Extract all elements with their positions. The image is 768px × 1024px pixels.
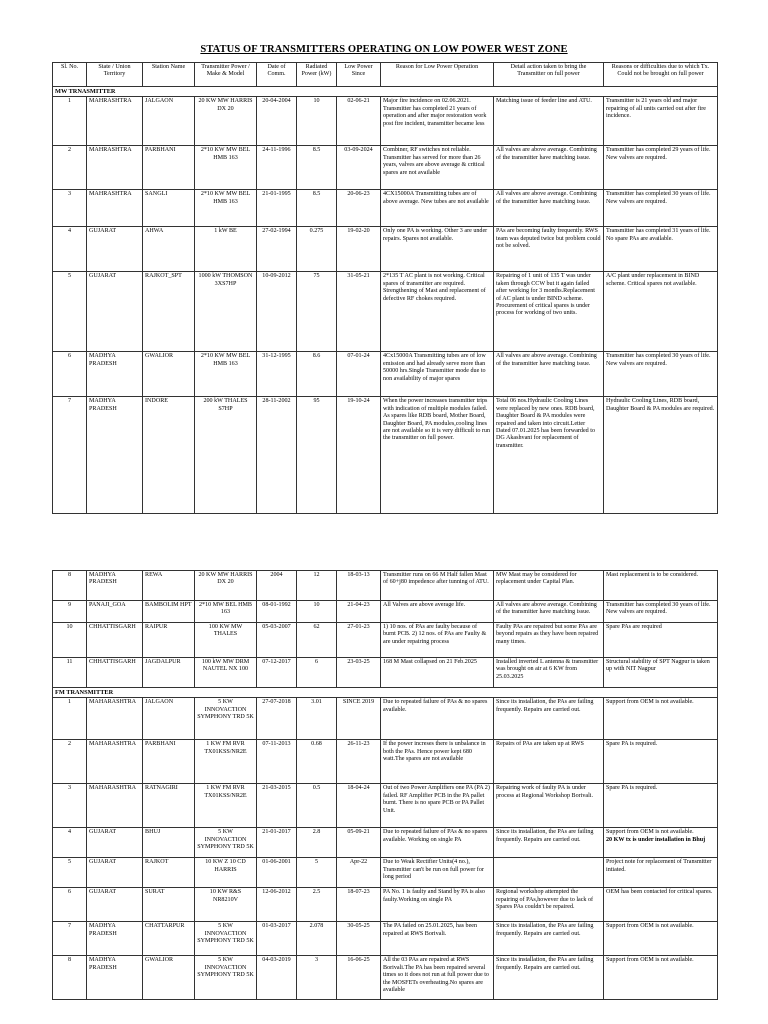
header-cell: State / Union Territory <box>87 63 143 87</box>
reason-cell: PA No. 1 is faulty and Stand by PA is also faulty.Working on single PA <box>381 888 494 922</box>
transmitter-cell: 10 KW R&S NR8210V <box>195 888 257 922</box>
station-cell: RATNAGIRI <box>143 784 195 828</box>
radiated-power-cell: 5 <box>297 858 337 888</box>
radiated-power-cell: 10 <box>297 97 337 146</box>
low-power-since-cell: 18-07-23 <box>337 888 381 922</box>
low-power-since-cell: 20-06-23 <box>337 190 381 227</box>
comm-date-cell: 20-04-2004 <box>257 97 297 146</box>
table-row <box>53 352 718 397</box>
low-power-since-cell: 26-11-23 <box>337 740 381 784</box>
station-cell: BAMBOLIM HPT <box>143 601 195 623</box>
table-row <box>53 922 718 956</box>
radiated-power-cell: 75 <box>297 272 337 352</box>
reason-cell: All Valves are above average life. <box>381 601 494 623</box>
reason-cell: 2*135 T AC plant is not working. Critical spares of transmitter are required. Strengthening of Mast and replacement of defective RF chokes required. <box>381 272 494 352</box>
sl-no-cell: 8 <box>53 571 87 601</box>
reason-cell: Due to Weak Rectifier Units(4 no.), Transmitter can't be run on full power for long period <box>381 858 494 888</box>
radiated-power-cell: 2.8 <box>297 828 337 858</box>
section-header-mw <box>53 87 718 97</box>
comm-date-cell: 12-06-2012 <box>257 888 297 922</box>
state-cell: MADHYA PRADESH <box>87 571 143 601</box>
difficulty-cell: Transmitter has completed 30 years of life. New valves are required. <box>604 190 718 227</box>
table-row <box>53 146 718 190</box>
action-cell: Since its installation, the PAs are failing frequently. Repairs are carried out. <box>494 698 604 740</box>
comm-date-cell: 21-01-2017 <box>257 828 297 858</box>
transmitter-cell: 5 KW INNOVACTION SYMPHONY TRD 5K <box>195 698 257 740</box>
transmitter-cell: 200 kW THALES S7HP <box>195 397 257 514</box>
sl-no-cell: 3 <box>53 784 87 828</box>
table-row <box>53 272 718 352</box>
radiated-power-cell: 3.01 <box>297 698 337 740</box>
state-cell: MAHRASHTRA <box>87 190 143 227</box>
radiated-power-cell: 0.68 <box>297 740 337 784</box>
table-row <box>53 97 718 146</box>
radiated-power-cell: 2.078 <box>297 922 337 956</box>
sl-no-cell: 7 <box>53 397 87 514</box>
difficulty-cell: Transmitter has completed 29 years of life. New valves are required. <box>604 146 718 190</box>
table-row <box>53 227 718 272</box>
radiated-power-cell: 0.5 <box>297 784 337 828</box>
transmitter-cell: 1 kW BE <box>195 227 257 272</box>
action-cell: All valves are above average. Combining of the transmitter have matching issue. <box>494 601 604 623</box>
low-power-since-cell: 19-10-24 <box>337 397 381 514</box>
transmitter-cell: 2*10 MW BEL HMB 163 <box>195 601 257 623</box>
header-cell: Station Name <box>143 63 195 87</box>
radiated-power-cell: 8.6 <box>297 352 337 397</box>
station-cell: JAGDALPUR <box>143 658 195 688</box>
comm-date-cell: 07-11-2013 <box>257 740 297 784</box>
low-power-since-cell: 07-01-24 <box>337 352 381 397</box>
sl-no-cell: 2 <box>53 740 87 784</box>
state-cell: MAHARASHTRA <box>87 698 143 740</box>
header-cell: Reason for Low Power Operation <box>381 63 494 87</box>
action-cell: Repairs of PAs are taken up at RWS <box>494 740 604 784</box>
station-cell: RAJKOT <box>143 858 195 888</box>
difficulty-cell: Support from OEM is not available. <box>604 922 718 956</box>
action-cell: Repairing work of faulty PA is under process at Regional Workshop Borivali. <box>494 784 604 828</box>
transmitter-cell: 100 kW MW DRM NAUTEL NX 100 <box>195 658 257 688</box>
station-cell: SANGLI <box>143 190 195 227</box>
reason-cell: Major fire incidence on 02.06.2021. Transmitter has completed 21 years of operation and after major restoration work post fire incident, transmitter became less <box>381 97 494 146</box>
state-cell: GUJARAT <box>87 858 143 888</box>
transmitter-cell: 2*10 KW MW BEL HMB 163 <box>195 352 257 397</box>
station-cell: RAJKOT_SPT <box>143 272 195 352</box>
reason-cell: All the 03 PAs are repaired at RWS Borivali.The PA has been repaired several times so it does not run at full power due to the MOSFETs overheating.No spares are available <box>381 956 494 1000</box>
reason-cell: Combiner, RF switches not reliable. Transmitter has served for more than 26 years, valves are above average & critical spares are not available <box>381 146 494 190</box>
comm-date-cell: 10-09-2012 <box>257 272 297 352</box>
transmitter-cell: 20 KW MW HARRIS DX 20 <box>195 571 257 601</box>
state-cell: GUJARAT <box>87 227 143 272</box>
station-cell: REWA <box>143 571 195 601</box>
station-cell: BHUJ <box>143 828 195 858</box>
header-cell: Low Power Since <box>337 63 381 87</box>
table-row <box>53 623 718 658</box>
comm-date-cell: 01-06-2001 <box>257 858 297 888</box>
table-header-row <box>53 63 718 87</box>
comm-date-cell: 2004 <box>257 571 297 601</box>
page-title: STATUS OF TRANSMITTERS OPERATING ON LOW POWER WEST ZONE <box>200 44 568 55</box>
station-cell: GWALIOR <box>143 352 195 397</box>
sl-no-cell: 1 <box>53 698 87 740</box>
header-cell: Detail action taken to bring the Transmitter on full power <box>494 63 604 87</box>
state-cell: CHHATTISGARH <box>87 623 143 658</box>
sl-no-cell: 10 <box>53 623 87 658</box>
action-cell: Installed inverted L antenna & transmitter was brought on air at 6 KW from 25.03.2025 <box>494 658 604 688</box>
sl-no-cell: 4 <box>53 828 87 858</box>
state-cell: MADHYA PRADESH <box>87 922 143 956</box>
difficulty-cell: Transmitter is 21 years old and major repairing of all units carried out after fire incidence. <box>604 97 718 146</box>
comm-date-cell: 31-12-1995 <box>257 352 297 397</box>
reason-cell: 4Cx15000A Transmitting tubes are of low emission and had already serve more than 50000 hrs.Single Transmitter mode due to non availability of major spares <box>381 352 494 397</box>
comm-date-cell: 21-01-1995 <box>257 190 297 227</box>
state-cell: MADHYA PRADESH <box>87 956 143 1000</box>
station-cell: INDORE <box>143 397 195 514</box>
low-power-since-cell: 03-09-2024 <box>337 146 381 190</box>
transmitter-table-page2 <box>52 570 718 1000</box>
difficulty-cell: Spare PA is required. <box>604 784 718 828</box>
reason-cell: Due to repeated failure of PAs & no spares available. <box>381 698 494 740</box>
radiated-power-cell: 2.5 <box>297 888 337 922</box>
table-row <box>53 397 718 514</box>
low-power-since-cell: 21-04-23 <box>337 601 381 623</box>
action-cell: PAs are becoming faulty frequently. RWS team was deputed twice but problem could not be solved. <box>494 227 604 272</box>
action-cell: Repairing of 1 unit of 135 T was under taken through CCW but it again failed after working for 3 months.Replacement of AC plant is under BIND scheme. Procurement of critical spares is under process for working of two units. <box>494 272 604 352</box>
reason-cell: Out of two Power Amplifiers one PA (PA 2) failed. RF Amplifier PCB in the PA pallet burnt. There is no spare PCB or PA Pallet Unit. <box>381 784 494 828</box>
sl-no-cell: 5 <box>53 858 87 888</box>
sl-no-cell: 8 <box>53 956 87 1000</box>
transmitter-cell: 5 KW INNOVACTION SYMPHONY TRD 5K <box>195 828 257 858</box>
low-power-since-cell: 27-01-23 <box>337 623 381 658</box>
sl-no-cell: 6 <box>53 352 87 397</box>
section-header-fm <box>53 688 718 698</box>
transmitter-cell: 1 KW FM RVR TX01KSS/NR2E <box>195 740 257 784</box>
action-cell: Total 06 nos.Hydraulic Cooling Lines were replaced by new ones. RDB board, Daughter Board & PA modules were repaired and taken into circuit.Letter Dated 07.01.2025 has been forwarded to DG Akashvani for replacement of transmitter. <box>494 397 604 514</box>
transmitter-cell: 1 KW FM RVR TX01KSS/NR2E <box>195 784 257 828</box>
low-power-since-cell: 02-06-21 <box>337 97 381 146</box>
header-cell: Date of Comm. <box>257 63 297 87</box>
difficulty-cell: Transmitter has completed 31 years of life. No spare PAs are available. <box>604 227 718 272</box>
reason-cell: Due to repeated failure of PAs & no spares available. Working on single PA <box>381 828 494 858</box>
radiated-power-cell: 0.275 <box>297 227 337 272</box>
sl-no-cell: 6 <box>53 888 87 922</box>
difficulty-cell: Project note for replacement of Transmitter intiated. <box>604 858 718 888</box>
transmitter-cell: 20 KW MW HARRIS DX 20 <box>195 97 257 146</box>
action-cell <box>494 858 604 888</box>
state-cell: GUJARAT <box>87 272 143 352</box>
section-label: FM TRANSMITTER <box>53 688 718 698</box>
reason-cell: 4CX15000A Transmitting tubes are of above average. New tubes are not available <box>381 190 494 227</box>
state-cell: GUJARAT <box>87 888 143 922</box>
low-power-since-cell: 18-04-24 <box>337 784 381 828</box>
radiated-power-cell: 62 <box>297 623 337 658</box>
difficulty-cell: Mast replacement is to be considered. <box>604 571 718 601</box>
table-row <box>53 658 718 688</box>
difficulty-cell: Transmitter has completed 30 years of life. New valves are required. <box>604 601 718 623</box>
comm-date-cell: 05-03-2007 <box>257 623 297 658</box>
transmitter-cell: 5 KW INNOVACTION SYMPHONY TRD 5K <box>195 922 257 956</box>
station-cell: RAIPUR <box>143 623 195 658</box>
action-cell: Faulty PAs are repaired but some PAs are beyond repairs as they have been repaired many times. <box>494 623 604 658</box>
sl-no-cell: 11 <box>53 658 87 688</box>
comm-date-cell: 04-03-2019 <box>257 956 297 1000</box>
state-cell: MADHYA PRADESH <box>87 352 143 397</box>
difficulty-cell: Transmitter has completed 30 years of life. New valves are required. <box>604 352 718 397</box>
header-cell: Reasons or difficulties due to which Tx. Could not be brought on full power <box>604 63 718 87</box>
sl-no-cell: 3 <box>53 190 87 227</box>
action-cell: Since its installation, the PAs are failing frequently. Repairs are carried out. <box>494 956 604 1000</box>
low-power-since-cell: 23-03-25 <box>337 658 381 688</box>
low-power-since-cell: 30-05-25 <box>337 922 381 956</box>
action-cell: Matching issue of feeder line and ATU. <box>494 97 604 146</box>
low-power-since-cell: 31-05-21 <box>337 272 381 352</box>
action-cell: All valves are above average. Combining of the transmitter have matching issue. <box>494 146 604 190</box>
radiated-power-cell: 95 <box>297 397 337 514</box>
difficulty-cell: Support from OEM is not available. 20 KW tx is under installation in Bhuj <box>604 828 718 858</box>
reason-cell: Only one PA is working. Other 3 are under repairs. Spares not available. <box>381 227 494 272</box>
difficulty-cell: Spare PA is required. <box>604 740 718 784</box>
reason-cell: 168 M Mast collapsed on 21 Feb.2025 <box>381 658 494 688</box>
sl-no-cell: 9 <box>53 601 87 623</box>
table-row <box>53 888 718 922</box>
state-cell: MAHARASHTRA <box>87 740 143 784</box>
station-cell: PARBHANI <box>143 740 195 784</box>
low-power-since-cell: 16-06-25 <box>337 956 381 1000</box>
state-cell: MAHARASHTRA <box>87 784 143 828</box>
action-cell: Since its installation, the PAs are failing frequently. Repairs are carried out. <box>494 922 604 956</box>
reason-cell: 1) 10 nos. of PAs are faulty because of burnt PCB. 2) 12 nos. of PAs are Faulty & are under repairing process <box>381 623 494 658</box>
table-row <box>53 740 718 784</box>
header-cell: Radiated Power (kW) <box>297 63 337 87</box>
radiated-power-cell: 12 <box>297 571 337 601</box>
difficulty-cell: Spare PAs are required <box>604 623 718 658</box>
low-power-since-cell: SINCE 2019 <box>337 698 381 740</box>
radiated-power-cell: 10 <box>297 601 337 623</box>
reason-cell: If the power increses there is unbalance in both the PAs. Hence power kept 680 watt.The spares are not available <box>381 740 494 784</box>
table-row <box>53 828 718 858</box>
station-cell: JALGAON <box>143 97 195 146</box>
action-cell: Regional workshop attempted the repairing of PAs,however due to lack of Spares PAs couldn't be repaired. <box>494 888 604 922</box>
radiated-power-cell: 6 <box>297 658 337 688</box>
comm-date-cell: 07-12-2017 <box>257 658 297 688</box>
transmitter-cell: 2*10 KW MW BEL HMB 163 <box>195 146 257 190</box>
reason-cell: When the power increases transmitter trips with indication of multiple modules failed. As spares like RDB board, Mother Board, Daughter Board, PA modules,cooling lines are not available so it is very difficult to run the transmitter on full power. <box>381 397 494 514</box>
action-cell: MW Mast may be considered for replacement under Capital Plan. <box>494 571 604 601</box>
difficulty-cell: OEM has been contacted for critical spares. <box>604 888 718 922</box>
comm-date-cell: 08-01-1992 <box>257 601 297 623</box>
station-cell: AHWA <box>143 227 195 272</box>
table-row <box>53 571 718 601</box>
station-cell: PARBHANI <box>143 146 195 190</box>
table-row <box>53 601 718 623</box>
difficulty-cell: A/C plant under replacement in BIND scheme. Critical spares not available. <box>604 272 718 352</box>
table-row <box>53 190 718 227</box>
station-cell: CHATTARPUR <box>143 922 195 956</box>
sl-no-cell: 5 <box>53 272 87 352</box>
state-cell: GUJARAT <box>87 828 143 858</box>
reason-cell: Transmitter runs on 66 M Half fallen Mast of 60+j80 impedence after tunning of ATU. <box>381 571 494 601</box>
radiated-power-cell: 8.5 <box>297 190 337 227</box>
transmitter-table-page1 <box>52 62 718 514</box>
low-power-since-cell: 05-09-21 <box>337 828 381 858</box>
sl-no-cell: 7 <box>53 922 87 956</box>
transmitter-cell: 2*10 KW MW BEL HMB 163 <box>195 190 257 227</box>
header-cell: Transmitter Power / Make & Model <box>195 63 257 87</box>
table-row <box>53 784 718 828</box>
comm-date-cell: 28-11-2002 <box>257 397 297 514</box>
comm-date-cell: 01-03-2017 <box>257 922 297 956</box>
action-cell: All valves are above average. Combining of the transmitter have matching issue. <box>494 190 604 227</box>
table-row <box>53 858 718 888</box>
station-cell: SURAT <box>143 888 195 922</box>
difficulty-cell: Hydraulic Cooling Lines, RDB board, Daughter Board & PA modules are required. <box>604 397 718 514</box>
difficulty-cell: Support from OEM is not available. <box>604 956 718 1000</box>
reason-cell: The PA failed on 25.01.2025, has been repaired at RWS Borivali. <box>381 922 494 956</box>
state-cell: MAHRASHTRA <box>87 146 143 190</box>
transmitter-cell: 100 KW MW THALES <box>195 623 257 658</box>
low-power-since-cell: 19-02-20 <box>337 227 381 272</box>
low-power-since-cell: 18-03-13 <box>337 571 381 601</box>
section-label: MW TRNASMITTER <box>53 87 718 97</box>
state-cell: CHHATTISGARH <box>87 658 143 688</box>
difficulty-cell: Support from OEM is not available. <box>604 698 718 740</box>
transmitter-cell: 1000 kW THOMSON 3XS7HP <box>195 272 257 352</box>
state-cell: MAHRASHTRA <box>87 97 143 146</box>
header-cell: Sl. No. <box>53 63 87 87</box>
sl-no-cell: 1 <box>53 97 87 146</box>
station-cell: GWALIOR <box>143 956 195 1000</box>
transmitter-cell: 10 KW Z 10 CD HARRIS <box>195 858 257 888</box>
comm-date-cell: 24-11-1996 <box>257 146 297 190</box>
comm-date-cell: 21-03-2015 <box>257 784 297 828</box>
action-cell: All valves are above average. Combining of the transmitter have matching issue. <box>494 352 604 397</box>
state-cell: PANAJI_GOA <box>87 601 143 623</box>
difficulty-cell: Structural stability of SPT Nagpur is taken up with NIT Nagpur <box>604 658 718 688</box>
table-row <box>53 956 718 1000</box>
radiated-power-cell: 3 <box>297 956 337 1000</box>
action-cell: Since its installation, the PAs are failing frequently. Repairs are carried out. <box>494 828 604 858</box>
comm-date-cell: 27-07-2018 <box>257 698 297 740</box>
bhuj-installation-note: 20 KW tx is under installation in Bhuj <box>606 836 706 843</box>
state-cell: MADHYA PRADESH <box>87 397 143 514</box>
transmitter-cell: 5 KW INNOVACTION SYMPHONY TRD 5K <box>195 956 257 1000</box>
station-cell: JALGAON <box>143 698 195 740</box>
radiated-power-cell: 8.5 <box>297 146 337 190</box>
sl-no-cell: 2 <box>53 146 87 190</box>
low-power-since-cell: Apr-22 <box>337 858 381 888</box>
comm-date-cell: 27-02-1994 <box>257 227 297 272</box>
sl-no-cell: 4 <box>53 227 87 272</box>
table-row <box>53 698 718 740</box>
